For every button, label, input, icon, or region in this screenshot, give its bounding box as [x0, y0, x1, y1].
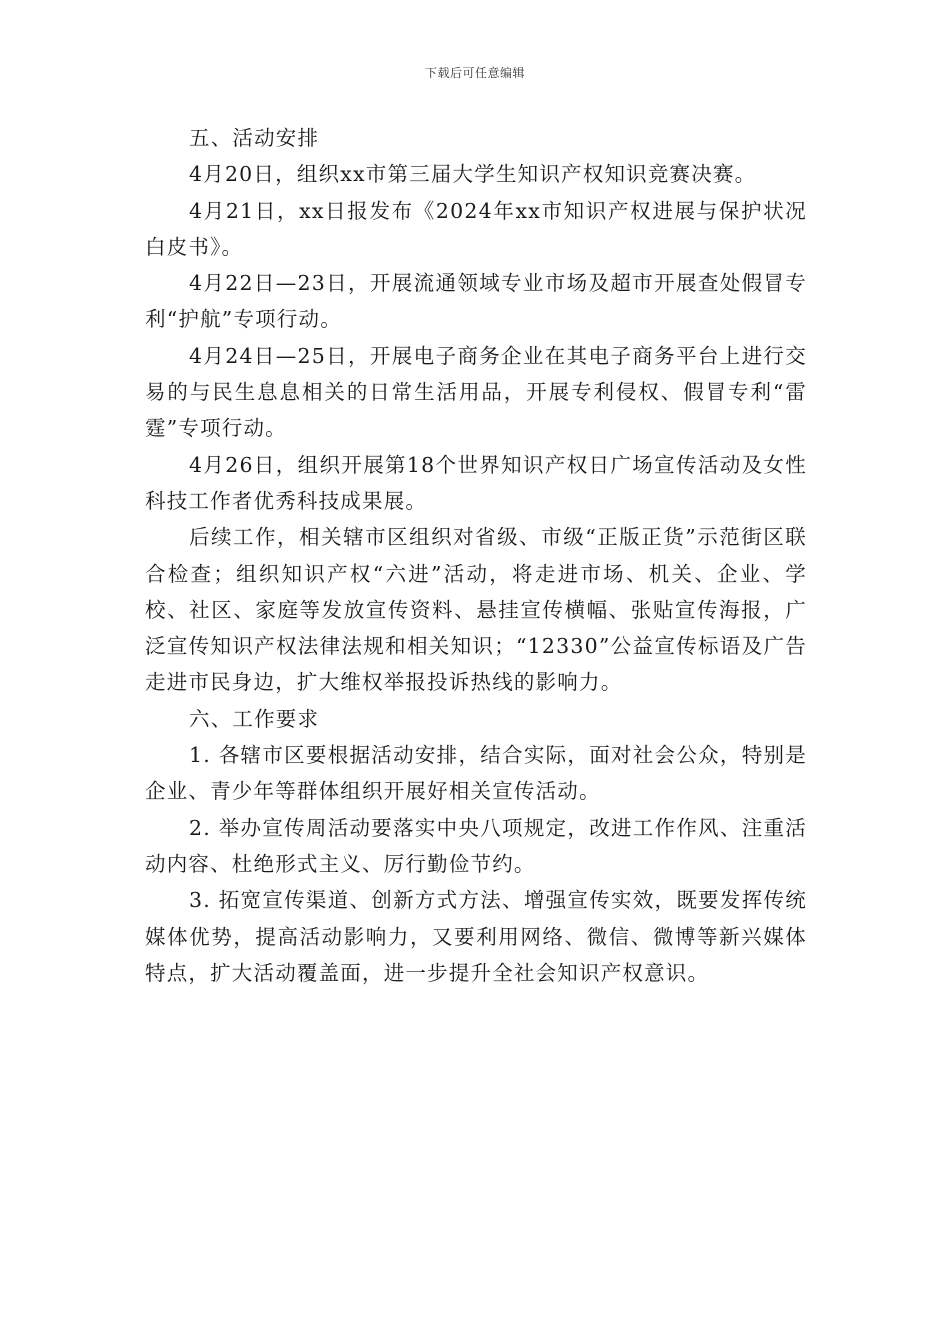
document-body: [145, 120, 807, 991]
paragraph: 1. 各辖市区要根据活动安排，结合实际，面对社会公众，特别是企业、青少年等群体组织开展好相关宣传活动。: [145, 743, 807, 804]
paragraph: 4月21日，xx日报发布《2024年xx市知识产权进展与保护状况白皮书》。: [145, 198, 807, 259]
page-header: 下载后可任意编辑: [424, 66, 525, 80]
paragraph: 4月24日—25日，开展电子商务企业在其电子商务平台上进行交易的与民生息息相关的日常生活用品，开展专利侵权、假冒专利“雷霆”专项行动。: [145, 343, 807, 441]
section-heading-work-requirements: 六、工作要求: [189, 706, 320, 731]
paragraph: 3. 拓宽宣传渠道、创新方式方法、增强宣传实效，既要发挥传统媒体优势，提高活动影响力，又要利用网络、微信、微博等新兴媒体特点，扩大活动覆盖面，进一步提升全社会知识产权意识。: [145, 888, 807, 985]
paragraph: 4月26日，组织开展第18个世界知识产权日广场宣传活动及女性科技工作者优秀科技成果展。: [145, 452, 807, 513]
section-heading-activity-schedule: 五、活动安排: [189, 126, 320, 150]
paragraph: 4月20日，组织xx市第三届大学生知识产权知识竞赛决赛。: [189, 162, 757, 187]
paragraph: 4月22日—23日，开展流通领域专业市场及超市开展查处假冒专利“护航”专项行动。: [145, 271, 807, 332]
paragraph: 2. 举办宣传周活动要落实中央八项规定，改进工作作风、注重活动内容、杜绝形式主义、厉行勤俭节约。: [145, 815, 807, 876]
paragraph: 后续工作，相关辖市区组织对省级、市级“正版正货”示范街区联合检查；组织知识产权“六进”活动，将走进市场、机关、企业、学校、社区、家庭等发放宣传资料、悬挂宣传横幅、张贴宣传海报，广泛宣传知识产权法律法规和相关知识；“12330”公益宣传标语及广告走进市民身边，扩大维权举报投诉热线的影响力。: [145, 525, 807, 695]
